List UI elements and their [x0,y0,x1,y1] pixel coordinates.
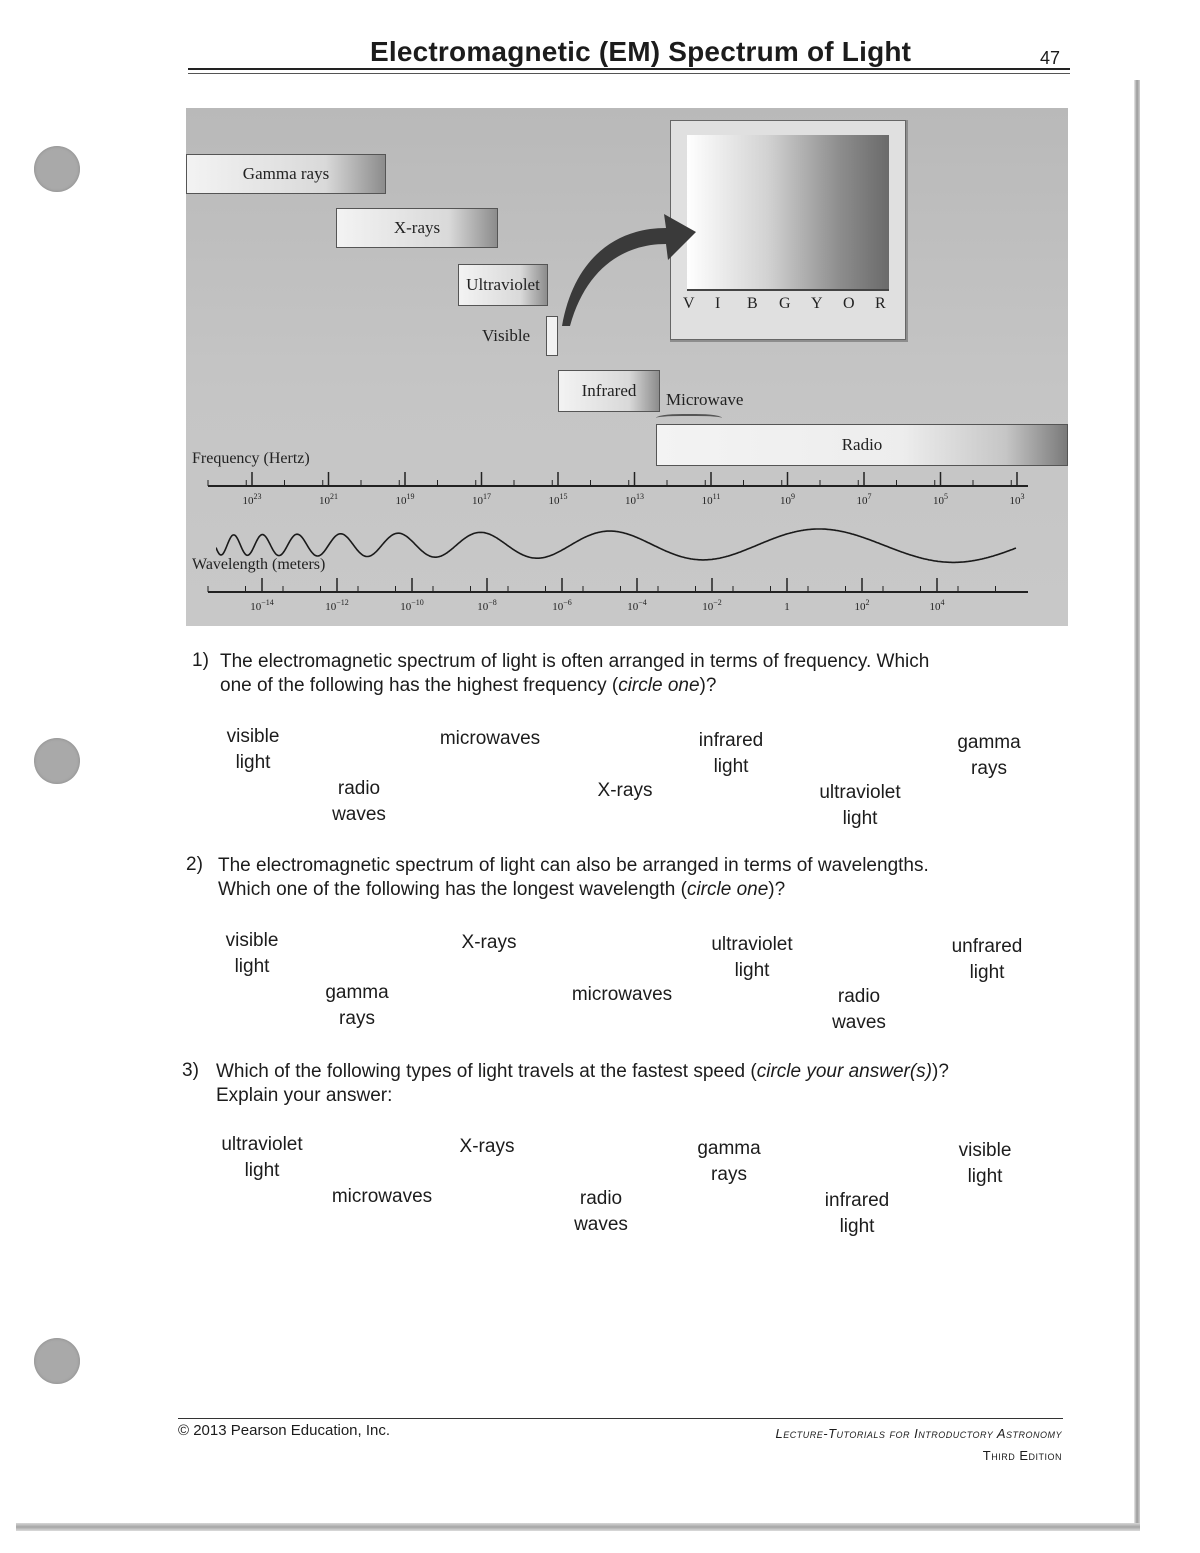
wavelength-axis-label: Wavelength (meters) [192,556,326,573]
band-infrared: Infrared [558,370,660,412]
frequency-tick-label: $10^{15}$ [548,492,568,507]
header-rule [188,68,1070,70]
visible-color-y: Y [811,295,823,312]
visible-color-o: O [843,295,855,312]
q1-option-ultraviolet-light[interactable]: ultraviolet light [819,782,901,829]
question-3-number: 3) [182,1060,199,1081]
visible-color-r: R [875,295,886,312]
question-3-line-1-post: )? [932,1061,949,1082]
q3-option-infrared-light[interactable]: infrared light [824,1190,890,1237]
frequency-tick-label: $10^5$ [933,492,948,507]
microwave-brace [656,414,722,424]
q1-option-gamma-rays[interactable]: gamma rays [957,732,1021,779]
question-2-line-2-pre: Which one of the following has the longest wavelength ( [218,879,687,900]
wavelength-tick-label: $10^{-14}$ [250,598,274,613]
frequency-tick-label: $10^{19}$ [395,492,415,507]
visible-axis [687,289,889,291]
question-1-text [220,650,1050,698]
q2-option-gamma-rays[interactable]: gamma rays [325,982,389,1029]
band-x-rays: X-rays [336,208,498,248]
frequency-tick-label: $10^{11}$ [701,492,721,507]
wave-illustration [216,520,1036,570]
visible-gradient [687,135,889,289]
frequency-tick-label: $10^9$ [780,492,795,507]
q1-option-x-rays[interactable]: X-rays [597,780,653,801]
page-title: Electromagnetic (EM) Spectrum of Light [370,36,912,67]
q1-option-visible-light[interactable]: visible light [226,726,280,773]
question-3-instruction: circle your answer(s) [756,1061,932,1082]
question-2-line-1: The electromagnetic spectrum of light can also be arranged in terms of wavelengths. [218,855,929,876]
binder-hole-bottom [34,1338,80,1384]
q3-option-x-rays[interactable]: X-rays [459,1136,515,1157]
question-1-line-1: The electromagnetic spectrum of light is often arranged in terms of frequency. Which [220,651,930,672]
question-3-line-1-pre: Which of the following types of light travels at the fastest speed ( [216,1061,757,1082]
wavelength-tick-label: $10^{-2}$ [702,598,722,613]
question-1-line-2-pre: one of the following has the highest frequency ( [220,675,619,696]
q3-option-ultraviolet-light[interactable]: ultraviolet light [221,1134,303,1181]
wavelength-tick-label: $10^{-4}$ [627,598,647,613]
visible-color-i: I [715,295,721,312]
edition-text: Third Edition [982,1448,1062,1463]
frequency-tick-label: $10^7$ [856,492,872,507]
q1-option-microwaves[interactable]: microwaves [439,728,541,749]
question-3-text [216,1060,1066,1108]
wavelength-tick-label: $10^{-6}$ [552,598,572,613]
q2-option-microwaves[interactable]: microwaves [571,984,673,1005]
em-spectrum-figure [186,108,1068,626]
q3-option-microwaves[interactable]: microwaves [331,1186,433,1207]
q3-option-radio-waves[interactable]: radio waves [574,1188,628,1235]
wavelength-tick-label: $10^{-8}$ [477,598,497,613]
question-1-line-2-post: )? [699,675,717,696]
wavelength-tick-label: 1 [784,601,790,613]
band-gamma-rays: Gamma rays [186,154,386,194]
band-visible-box [546,316,558,356]
wavelength-tick-label: $10^{-10}$ [400,598,424,613]
question-2-line-2-post: )? [768,879,786,900]
q2-option-x-rays[interactable]: X-rays [461,932,517,953]
wavelength-tick-label: $10^2$ [854,598,870,613]
question-1-instruction: circle one [618,675,700,696]
question-2-number: 2) [186,854,203,875]
visible-color-b: B [747,295,758,312]
band-microwave-label: Microwave [666,390,744,409]
question-2-line-2 [218,878,1048,902]
series-title [640,1426,1062,1441]
frequency-axis-label: Frequency (Hertz) [192,450,310,467]
wave-path [216,529,1016,562]
footer-rule [178,1418,1063,1419]
binder-hole-middle [34,738,80,784]
q1-option-infrared-light[interactable]: infrared light [698,730,764,777]
scan-bottom-shadow [16,1523,1140,1531]
visible-color-v: V [683,295,695,312]
band-radio: Radio [656,424,1068,466]
q3-option-visible-light[interactable]: visible light [958,1140,1012,1187]
q2-option-ultraviolet-light[interactable]: ultraviolet light [711,934,793,981]
band-visible-label: Visible [482,326,531,345]
frequency-axis [186,468,1068,518]
question-2-instruction: circle one [686,879,769,900]
frequency-tick-label: $10^{17}$ [472,492,491,507]
frequency-tick-label: $10^{21}$ [319,492,338,507]
q3-option-gamma-rays[interactable]: gamma rays [697,1138,761,1185]
binder-hole-top [34,146,80,192]
page-number: 47 [1040,48,1061,68]
question-2-text [218,854,1048,902]
q1-option-radio-waves[interactable]: radio waves [332,778,386,825]
edition [840,1448,1062,1463]
wavelength-axis [186,574,1068,624]
q2-option-unfrared-light[interactable]: unfrared light [951,936,1023,983]
band-ultraviolet: Ultraviolet [458,264,548,306]
question-3-line-1 [216,1060,1066,1084]
visible-color-g: G [779,295,791,312]
q2-option-visible-light[interactable]: visible light [225,930,279,977]
wavelength-tick-label: $10^{-12}$ [325,598,349,613]
frequency-tick-label: $10^{23}$ [242,492,262,507]
copyright: © 2013 Pearson Education, Inc. [178,1422,391,1439]
visible-color-letters [681,293,901,317]
question-1-line-2 [220,674,1050,698]
question-3-line-2: Explain your answer: [216,1085,393,1106]
header-rule-thin [188,73,1070,74]
wavelength-tick-label: $10^4$ [929,598,945,613]
frequency-tick-label: $10^{13}$ [625,492,644,507]
frequency-tick-label: $10^3$ [1009,492,1025,507]
series-title-text: Lecture-Tutorials for Introductory Astronomy [775,1426,1062,1441]
q2-option-radio-waves[interactable]: radio waves [832,986,886,1033]
arrow-to-visible [556,188,706,328]
question-1-number: 1) [192,650,209,671]
scan-edge-shadow [1134,80,1140,1530]
